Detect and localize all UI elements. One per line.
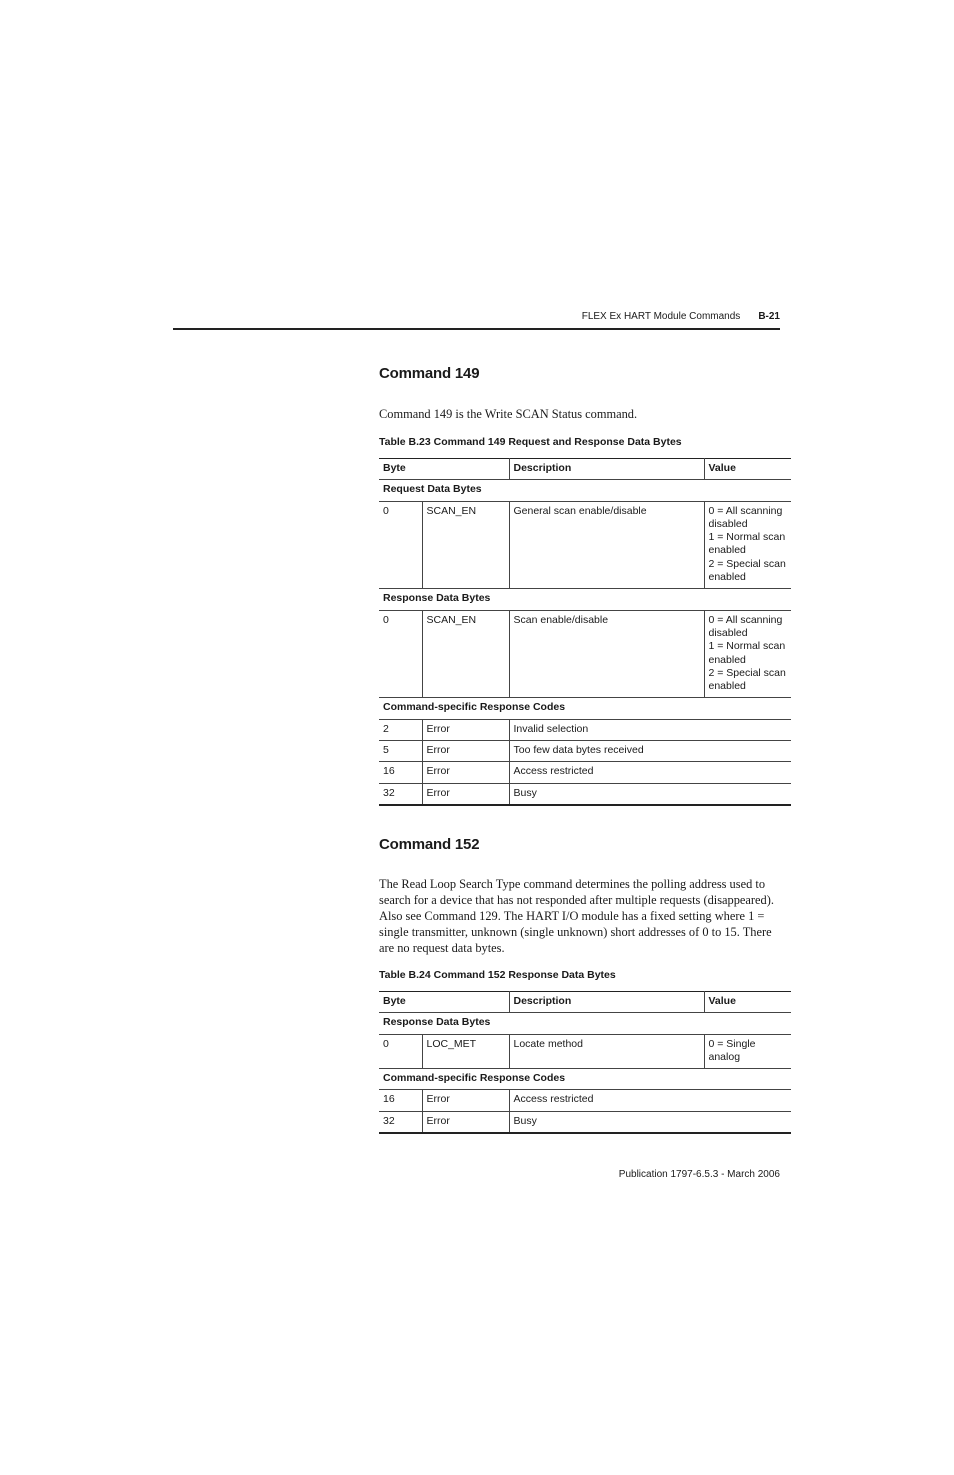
type-cell: Error	[422, 719, 509, 740]
table-row	[379, 1111, 791, 1133]
value-cell: 0 = All scanning disabled 1 = Normal scan enabled 2 = Special scan enabled	[704, 501, 791, 589]
table-row	[379, 783, 791, 805]
type-cell: Error	[422, 1111, 509, 1133]
page-number: B-21	[758, 311, 780, 322]
code-description-cell: Access restricted	[509, 1090, 791, 1111]
section-row	[379, 589, 791, 610]
column-header-description: Description	[509, 459, 704, 480]
value-cell: 0 = Single analog	[704, 1034, 791, 1069]
description-cell: Scan enable/disable	[509, 610, 704, 698]
header-section-title: FLEX Ex HART Module Commands	[581, 311, 741, 322]
command-149-heading: Command 149	[379, 365, 480, 382]
column-header-byte: Byte	[379, 459, 509, 480]
code-cell: 2	[379, 719, 422, 740]
running-header	[582, 311, 780, 322]
code-cell: 16	[379, 1090, 422, 1111]
column-header-description: Description	[509, 992, 704, 1013]
table-row	[379, 1090, 791, 1111]
table-row	[379, 1034, 791, 1069]
name-cell: SCAN_EN	[422, 610, 509, 698]
column-header-value: Value	[704, 992, 791, 1013]
code-cell: 32	[379, 783, 422, 805]
code-description-cell: Busy	[509, 783, 791, 805]
request-data-bytes-label: Request Data Bytes	[379, 480, 791, 501]
table-row	[379, 501, 791, 589]
code-cell: 5	[379, 741, 422, 762]
byte-cell: 0	[379, 501, 422, 589]
table-row	[379, 741, 791, 762]
table-b24-caption: Table B.24 Command 152 Response Data Bytes	[379, 969, 616, 981]
type-cell: Error	[422, 783, 509, 805]
table-row	[379, 719, 791, 740]
response-codes-label: Command-specific Response Codes	[379, 698, 791, 719]
table-b23	[379, 458, 791, 806]
type-cell: Error	[422, 762, 509, 783]
type-cell: Error	[422, 741, 509, 762]
table-header-row	[379, 992, 791, 1013]
table-b24	[379, 991, 791, 1134]
code-description-cell: Busy	[509, 1111, 791, 1133]
column-header-value: Value	[704, 459, 791, 480]
section-row	[379, 1069, 791, 1090]
value-cell: 0 = All scanning disabled 1 = Normal scan enabled 2 = Special scan enabled	[704, 610, 791, 698]
code-description-cell: Access restricted	[509, 762, 791, 783]
description-cell: Locate method	[509, 1034, 704, 1069]
response-codes-label: Command-specific Response Codes	[379, 1069, 791, 1090]
description-cell: General scan enable/disable	[509, 501, 704, 589]
command-152-heading: Command 152	[379, 836, 480, 853]
table-row	[379, 610, 791, 698]
section-row	[379, 1013, 791, 1034]
name-cell: SCAN_EN	[422, 501, 509, 589]
type-cell: Error	[422, 1090, 509, 1111]
header-rule	[173, 328, 780, 330]
command-152-intro: The Read Loop Search Type command determines the polling address used to search for a device that has not responded after multiple requests (disappeared). Also see Command 129. The HART I/O module has a fixed setting where 1 = single transmitter, unknown (single unknown) short addresses of 0 to 15. There are no request data bytes.	[379, 877, 774, 955]
section-row	[379, 480, 791, 501]
table-row	[379, 762, 791, 783]
code-cell: 32	[379, 1111, 422, 1133]
code-cell: 16	[379, 762, 422, 783]
byte-cell: 0	[379, 610, 422, 698]
code-description-cell: Invalid selection	[509, 719, 791, 740]
publication-footer: Publication 1797-6.5.3 - March 2006	[618, 1169, 780, 1180]
command-149-intro: Command 149 is the Write SCAN Status command.	[379, 407, 638, 421]
table-b23-caption: Table B.23 Command 149 Request and Response Data Bytes	[379, 436, 682, 448]
code-description-cell: Too few data bytes received	[509, 741, 791, 762]
response-data-bytes-label: Response Data Bytes	[379, 589, 791, 610]
column-header-byte: Byte	[379, 992, 509, 1013]
section-row	[379, 698, 791, 719]
response-data-bytes-label: Response Data Bytes	[379, 1013, 791, 1034]
name-cell: LOC_MET	[422, 1034, 509, 1069]
byte-cell: 0	[379, 1034, 422, 1069]
table-header-row	[379, 459, 791, 480]
